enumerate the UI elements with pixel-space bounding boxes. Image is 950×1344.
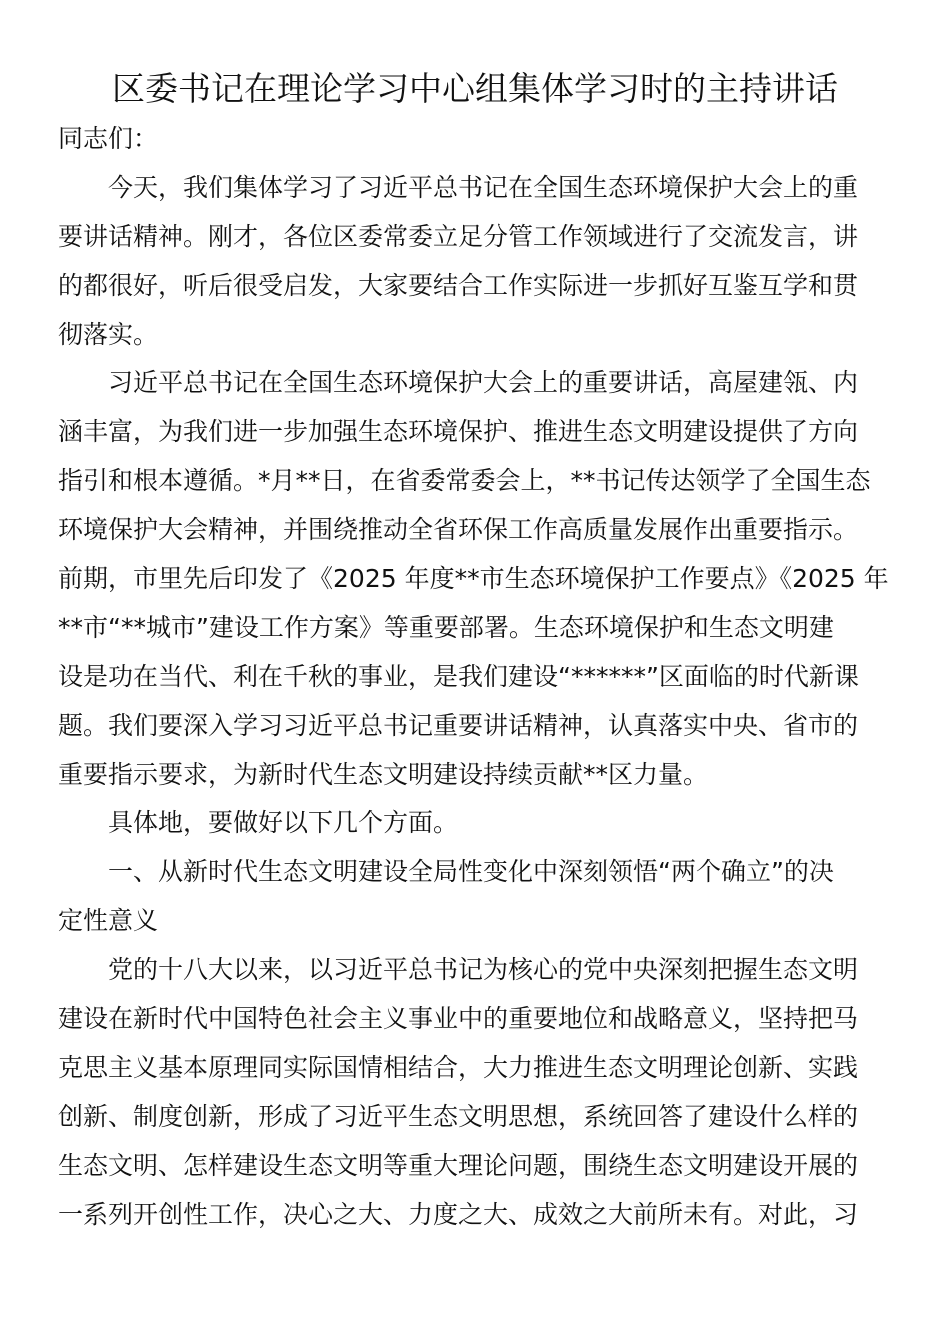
- section-heading-line: 定性意义: [58, 906, 159, 936]
- paragraph-line: 题。我们要深入学习习近平总书记重要讲话精神，认真落实中央、省市的: [58, 710, 859, 740]
- paragraph-line: 具体地，要做好以下几个方面。: [108, 808, 459, 838]
- salutation: 同志们：: [58, 124, 159, 153]
- paragraph-line: 创新、制度创新，形成了习近平生态文明思想，系统回答了建设什么样的: [58, 1101, 859, 1131]
- paragraph-line: 彻落实。: [58, 319, 159, 349]
- paragraph-line: 今天，我们集体学习了习近平总书记在全国生态环境保护大会上的重: [108, 172, 859, 202]
- paragraph-line: 重要指示要求，为新时代生态文明建设持续贡献**区力量。: [58, 759, 709, 789]
- paragraph-line: 一系列开创性工作，决心之大、力度之大、成效之大前所未有。对此，习: [58, 1199, 859, 1229]
- paragraph-line: 克思主义基本原理同实际国情相结合，大力推进生态文明理论创新、实践: [58, 1052, 859, 1082]
- paragraph-line: 环境保护大会精神，并围绕推动全省环保工作高质量发展作出重要指示。: [58, 515, 859, 545]
- paragraph-line: 涵丰富，为我们进一步加强生态环境保护、推进生态文明建设提供了方向: [58, 417, 859, 447]
- paragraph-line: 要讲话精神。刚才，各位区委常委立足分管工作领域进行了交流发言，讲: [58, 221, 859, 251]
- paragraph-line: 设是功在当代、利在千秋的事业，是我们建设“******”区面临的时代新课: [58, 661, 859, 691]
- paragraph-line: 习近平总书记在全国生态环境保护大会上的重要讲话，高屋建瓴、内: [108, 368, 859, 398]
- document-body: [58, 115, 898, 1239]
- document-title: 区委书记在理论学习中心组集体学习时的主持讲话: [112, 69, 838, 108]
- paragraph-line: 建设在新时代中国特色社会主义事业中的重要地位和战略意义，坚持把马: [58, 1004, 859, 1034]
- paragraph-line: 前期，市里先后印发了《2025 年度**市生态环境保护工作要点》《2025 年: [58, 564, 889, 594]
- paragraph-line: **市“**城市”建设工作方案》等重要部署。生态环境保护和生态文明建: [58, 612, 834, 642]
- section-heading-line: 一、从新时代生态文明建设全局性变化中深刻领悟“两个确立”的决: [108, 857, 834, 887]
- paragraph-line: 指引和根本遵循。*月**日，在省委常委会上，**书记传达领学了全国生态: [58, 466, 871, 496]
- paragraph-line: 党的十八大以来，以习近平总书记为核心的党中央深刻把握生态文明: [108, 955, 859, 985]
- paragraph-line: 生态文明、怎样建设生态文明等重大理论问题，围绕生态文明建设开展的: [58, 1150, 859, 1180]
- paragraph-line: 的都很好，听后很受启发，大家要结合工作实际进一步抓好互鉴互学和贯: [58, 270, 859, 300]
